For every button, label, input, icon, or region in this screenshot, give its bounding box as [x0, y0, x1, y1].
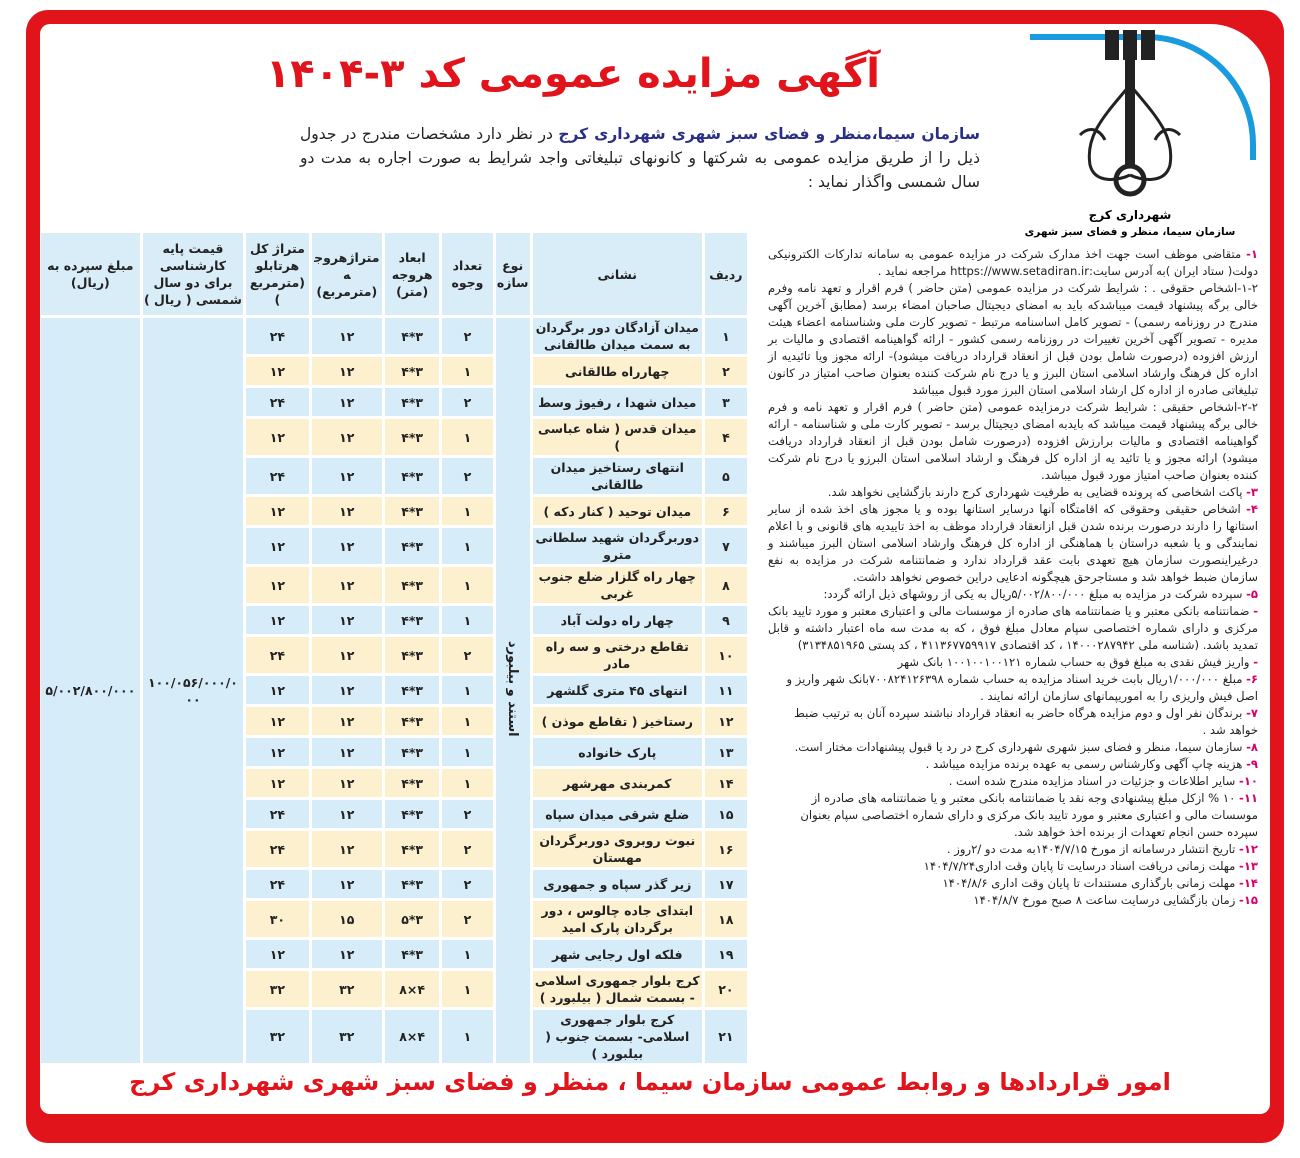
condition-text: سپرده شرکت در مزایده به مبلغ ۵/۰۰۲/۸۰۰/۰۰۰ریال به یکی از روشهای ذیل ارائه گردد: — [823, 587, 1247, 601]
face-area-cell: ۱۲ — [312, 707, 382, 735]
row-number-cell: ۳ — [705, 388, 747, 416]
condition-text: تاریخ انتشار درسامانه از مورخ ۱۴۰۴/۷/۱۵به مدت دو /۲روز . — [946, 842, 1240, 856]
total-area-cell: ۱۲ — [246, 357, 308, 385]
dimensions-cell: ۳*۴ — [385, 388, 439, 416]
face-area-cell: ۱۲ — [312, 940, 382, 968]
column-header: ردیف — [705, 233, 747, 315]
address-cell: زیر گذر سپاه و جمهوری — [533, 870, 702, 898]
address-cell: کمربندی مهرشهر — [533, 769, 702, 797]
column-header: متراژهروجه (مترمربع) — [312, 233, 382, 315]
row-number-cell: ۱۶ — [705, 831, 747, 867]
row-number-cell: ۴ — [705, 419, 747, 455]
structure-type-label: استند و بیلبورد — [505, 640, 521, 737]
address-cell: نبوت روبروی دوربرگردان مهستان — [533, 831, 702, 867]
condition-number: ۱۴- — [1239, 876, 1258, 890]
address-cell: میدان توحید ( کنار دکه ) — [533, 497, 702, 525]
intro-text: در نظر دارد مشخصات مندرج در جدول ذیل را از طریق مزایده عمومی به شرکتها و کانونهای تبلیغاتی واجد شرایط به صورت اجاره به مدت دو سال شمسی واگذار نماید : — [300, 125, 980, 191]
condition-text: اشخاص حقیقی وحقوقی که اقامتگاه آنها درسایر استانها بوده و یا مجوز های اخذ شده از سایر استانها را دارند درصورت برنده شدن قبل ازانعقاد قرارداد موظف به اخذ تاییدیه های قانونی و با اعلام نمایندگی و یا شعبه دراستان با هماهنگی از اداره کل فرهنگ وارشاد اسلامی استان البرز میباشند و درغیراینصورت سازمان هیچ تعهدی بابت عقد قرارداد ندارد و ضمانتنامه شرکت در مزایده به نفع سازمان ضبط خواهد شد و مستاجرحق هیچگونه ادعایی دراین خصوص نخواهد داشت. — [768, 502, 1258, 584]
faces-count-cell: ۱ — [442, 357, 492, 385]
faces-count-cell: ۱ — [442, 940, 492, 968]
condition-item — [768, 773, 1258, 790]
condition-number: ۶- — [1246, 672, 1258, 686]
condition-text: زمان بازگشایی درسایت ساعت ۸ صبح مورخ ۱۴۰۴/۸/۷ — [973, 893, 1240, 907]
row-number-cell: ۱۹ — [705, 940, 747, 968]
condition-number: ۱۳- — [1239, 859, 1258, 873]
faces-count-cell: ۲ — [442, 458, 492, 494]
row-number-cell: ۲۰ — [705, 971, 747, 1007]
face-area-cell: ۱۲ — [312, 800, 382, 828]
faces-count-cell: ۲ — [442, 901, 492, 937]
total-area-cell: ۳۲ — [246, 1010, 308, 1063]
total-area-cell: ۲۴ — [246, 318, 308, 354]
condition-item — [768, 246, 1258, 280]
condition-item — [768, 484, 1258, 501]
face-area-cell: ۱۲ — [312, 528, 382, 564]
address-cell: رستاخیز ( تقاطع موذن ) — [533, 707, 702, 735]
condition-number: ۱۵- — [1239, 893, 1258, 907]
base-price-cell: ۱۰۰/۰۵۶/۰۰۰/۰۰۰ — [143, 318, 244, 1063]
condition-number: ۱۲- — [1239, 842, 1258, 856]
face-area-cell: ۱۲ — [312, 606, 382, 634]
faces-count-cell: ۱ — [442, 497, 492, 525]
condition-item — [768, 705, 1258, 739]
total-area-cell: ۲۴ — [246, 637, 308, 673]
faces-count-cell: ۱ — [442, 567, 492, 603]
face-area-cell: ۱۲ — [312, 318, 382, 354]
face-area-cell: ۱۲ — [312, 738, 382, 766]
intro-paragraph — [300, 122, 980, 194]
face-area-cell: ۱۵ — [312, 901, 382, 937]
condition-item — [768, 280, 1258, 399]
faces-count-cell: ۲ — [442, 831, 492, 867]
condition-text: ۱-۲-اشخاص حقوقی . : شرایط شرکت در مزایده عمومی (متن حاضر ) فرم اقرار و تعهد نامه وفرم خالی برگه پیشنهاد قیمت میباشدکه باید به امضای دیجیتال صاحبان امضاء برسد (مطابق آخرین آگهی مندرج در روزنامه رسمی) - تصویر کامل اساسنامه مرتبط - تصویر کارت ملی وشناسنامه اعضاء هیئت مدیره - تصویر آگهی آخرین تغییرات در روزنامه رسمی کشور - ارائه گواهینامه اقتصادی و مالیات بر ارزش افزوده (درصورت شامل بودن قبل از انعقاد قرارداد دریافت میشود)- ارائه مجوز ویا تائیدیه از اداره کل فرهنگ وارشاد اسلامی استان البرز و یا درج نام شرکت کننده بعنوان صاحب امتیاز در کانون تبلیغاتی صادره از اداره کل ارشاد اسلامی استان البرز مورد قبول میباشد — [768, 281, 1258, 397]
faces-count-cell: ۲ — [442, 800, 492, 828]
address-cell: انتهای ۴۵ متری گلشهر — [533, 676, 702, 704]
conditions-list — [768, 246, 1258, 909]
condition-text: متقاضی موظف است جهت اخذ مدارک شرکت در مزایده عمومی به سامانه تدارکات الکترونیکی دولت( ستاد ایران )به آدرس سایت:https://www.setadiran.ir مراجعه نماید . — [768, 247, 1258, 278]
intro-organization: سازمان سیما،منظر و فضای سبز شهری شهرداری کرج — [558, 125, 981, 143]
address-cell: ضلع شرقی میدان سپاه — [533, 800, 702, 828]
face-area-cell: ۱۲ — [312, 831, 382, 867]
row-number-cell: ۲۱ — [705, 1010, 747, 1063]
condition-item — [768, 756, 1258, 773]
condition-number: ۴- — [1246, 502, 1258, 516]
total-area-cell: ۱۲ — [246, 497, 308, 525]
condition-item — [768, 892, 1258, 909]
face-area-cell: ۱۲ — [312, 637, 382, 673]
condition-text: مهلت زمانی دریافت اسناد درسایت تا پایان وقت اداری۱۴۰۴/۷/۲۴ — [923, 859, 1240, 873]
address-cell: کرج بلوار جمهوری اسلامی - بسمت شمال ( بیلبورد ) — [533, 971, 702, 1007]
address-cell: تقاطع درختی و سه راه مادر — [533, 637, 702, 673]
total-area-cell: ۱۲ — [246, 528, 308, 564]
face-area-cell: ۱۲ — [312, 388, 382, 416]
address-cell: چهار راه دولت آباد — [533, 606, 702, 634]
condition-number: ۳- — [1246, 485, 1258, 499]
condition-number: - — [1253, 604, 1258, 618]
address-cell: فلکه اول رجایی شهر — [533, 940, 702, 968]
condition-number: ۵- — [1246, 587, 1258, 601]
face-area-cell: ۱۲ — [312, 870, 382, 898]
condition-text: ضمانتنامه بانکی معتبر و یا ضمانتنامه های صادره از موسسات مالی و اعتباری معتبر و مورد تایید بانک مرکزی و دارای شماره اختصاصی سپام معادل مبلغ فوق ، که به مدت سه ماه اعتبار داشته و قابل تمدید باشد. (شناسه ملی ۱۴۰۰۰۲۸۷۹۴۲ ، کد اقتصادی ۴۱۱۳۶۷۷۵۹۹۱۷ ، کد پستی ۳۱۳۴۸۵۱۹۶۵) — [768, 604, 1258, 652]
faces-count-cell: ۱ — [442, 707, 492, 735]
table-row — [41, 318, 747, 354]
row-number-cell: ۱۳ — [705, 738, 747, 766]
dimensions-cell: ۳*۴ — [385, 870, 439, 898]
faces-count-cell: ۲ — [442, 637, 492, 673]
auction-items-table — [38, 230, 750, 1066]
condition-item — [768, 858, 1258, 875]
condition-item — [768, 501, 1258, 586]
condition-item — [768, 790, 1258, 841]
column-header: تعداد وجوه — [442, 233, 492, 315]
total-area-cell: ۱۲ — [246, 567, 308, 603]
face-area-cell: ۱۲ — [312, 676, 382, 704]
dimensions-cell: ۳*۴ — [385, 707, 439, 735]
address-cell: دوربرگردان شهید سلطانی مترو — [533, 528, 702, 564]
dimensions-cell: ۳*۴ — [385, 357, 439, 385]
dimensions-cell: ۳*۴ — [385, 940, 439, 968]
condition-item — [768, 671, 1258, 705]
total-area-cell: ۱۲ — [246, 769, 308, 797]
condition-number: ۱۰- — [1239, 774, 1258, 788]
row-number-cell: ۵ — [705, 458, 747, 494]
faces-count-cell: ۱ — [442, 769, 492, 797]
logo-emblem-icon — [1065, 25, 1195, 205]
condition-number: ۸- — [1246, 740, 1258, 754]
row-number-cell: ۸ — [705, 567, 747, 603]
condition-number: ۷- — [1246, 706, 1258, 720]
face-area-cell: ۱۲ — [312, 458, 382, 494]
total-area-cell: ۲۴ — [246, 831, 308, 867]
total-area-cell: ۳۲ — [246, 971, 308, 1007]
faces-count-cell: ۱ — [442, 1010, 492, 1063]
condition-text: مهلت زمانی بارگذاری مستندات تا پایان وقت اداری ۱۴۰۴/۸/۶ — [942, 876, 1240, 890]
total-area-cell: ۲۴ — [246, 800, 308, 828]
condition-text: ۲-۲-اشخاص حقیقی : شرایط شرکت درمزایده عمومی (متن حاضر ) فرم اقرار و تعهد نامه و فرم خالی برگه پیشنهاد قیمت میباشد که بایدبه امضای دیجیتال برسد - تصویر کارت ملی و شناسنامه - ارائه گواهینامه اقتصادی و مالیات برارزش افزوده (درصورت شامل بودن قبل از انعقاد قرارداد دریافت میشود) ارائه مجوز و یا تائید یه از اداره کل فرهنگ و ارشاد اسلامی استان البرزو یا درج نام شرکت کننده بعنوان صاحب امتیاز مورد قبول میباشد. — [768, 400, 1258, 482]
dimensions-cell: ۳*۴ — [385, 528, 439, 564]
dimensions-cell: ۳*۴ — [385, 419, 439, 455]
dimensions-cell: ۳*۴ — [385, 567, 439, 603]
structure-type-cell — [496, 318, 530, 1063]
condition-text: مبلغ ۱/۰۰۰/۰۰۰ریال بابت خرید اسناد مزایده به حساب شماره ۷۰۰۸۲۴۱۲۶۳۹۸بانک شهر واریز و اصل فیش واریزی را به اموریپمانهای سازمان ارائه نمایند . — [786, 672, 1258, 703]
dimensions-cell: ۳*۴ — [385, 769, 439, 797]
address-cell: کرج بلوار جمهوری اسلامی- بسمت جنوب ( بیلبورد ) — [533, 1010, 702, 1063]
column-header: متراژ کل هرتابلو (مترمربع) — [246, 233, 308, 315]
row-number-cell: ۱۲ — [705, 707, 747, 735]
column-header: نوع سازه — [496, 233, 530, 315]
condition-text: سایر اطلاعات و جزئیات در اسناد مزایده مندرج شده است . — [948, 774, 1240, 788]
condition-text: واریز فیش نقدی به مبلغ فوق به حساب شماره ۱۰۰۱۰۰۱۰۰۱۲۱ بانک شهر — [897, 655, 1254, 669]
condition-item — [768, 399, 1258, 484]
faces-count-cell: ۱ — [442, 971, 492, 1007]
row-number-cell: ۷ — [705, 528, 747, 564]
condition-text: پاکت اشخاصی که پرونده قضایی به طرفیت شهرداری کرج دارند بازگشایی نخواهد شد. — [827, 485, 1247, 499]
karaj-municipality-logo — [1010, 25, 1250, 240]
dimensions-cell: ۴×۸ — [385, 971, 439, 1007]
row-number-cell: ۱۸ — [705, 901, 747, 937]
dimensions-cell: ۳*۴ — [385, 676, 439, 704]
total-area-cell: ۲۴ — [246, 870, 308, 898]
total-area-cell: ۱۲ — [246, 940, 308, 968]
row-number-cell: ۱۷ — [705, 870, 747, 898]
row-number-cell: ۹ — [705, 606, 747, 634]
faces-count-cell: ۲ — [442, 870, 492, 898]
condition-text: هزینه چاپ آگهی وکارشناس رسمی به عهده برنده مزایده میباشد . — [925, 757, 1247, 771]
total-area-cell: ۲۴ — [246, 388, 308, 416]
condition-number: ۱۱- — [1239, 791, 1258, 805]
faces-count-cell: ۱ — [442, 419, 492, 455]
deposit-cell: ۵/۰۰۲/۸۰۰/۰۰۰ — [41, 318, 140, 1063]
address-cell: میدان آزادگان دور برگردان به سمت میدان طالقانی — [533, 318, 702, 354]
dimensions-cell: ۳*۴ — [385, 800, 439, 828]
dimensions-cell: ۳*۴ — [385, 637, 439, 673]
dimensions-cell: ۳*۴ — [385, 831, 439, 867]
page-title: آگهی مزایده عمومی کد ۳-۱۴۰۴ — [265, 51, 880, 97]
faces-count-cell: ۱ — [442, 676, 492, 704]
address-cell: انتهای رستاخیز میدان طالقانی — [533, 458, 702, 494]
faces-count-cell: ۱ — [442, 738, 492, 766]
column-header: ابعاد هروجه (متر) — [385, 233, 439, 315]
face-area-cell: ۳۲ — [312, 971, 382, 1007]
face-area-cell: ۱۲ — [312, 357, 382, 385]
dimensions-cell: ۳*۴ — [385, 318, 439, 354]
condition-item — [768, 603, 1258, 654]
row-number-cell: ۱۵ — [705, 800, 747, 828]
table-header-row — [41, 233, 747, 315]
total-area-cell: ۲۴ — [246, 458, 308, 494]
address-cell: میدان شهدا ، رفیوژ وسط — [533, 388, 702, 416]
total-area-cell: ۱۲ — [246, 606, 308, 634]
condition-text: برندگان نفر اول و دوم مزایده هرگاه حاضر به انعقاد قرارداد نباشند سپرده آنان به ترتیب ضبط خواهد شد . — [794, 706, 1258, 737]
dimensions-cell: ۳*۵ — [385, 901, 439, 937]
face-area-cell: ۱۲ — [312, 769, 382, 797]
row-number-cell: ۱۴ — [705, 769, 747, 797]
condition-number: - — [1253, 655, 1258, 669]
condition-number: ۹- — [1246, 757, 1258, 771]
row-number-cell: ۲ — [705, 357, 747, 385]
address-cell: میدان قدس ( شاه عباسی ) — [533, 419, 702, 455]
faces-count-cell: ۲ — [442, 388, 492, 416]
row-number-cell: ۱۰ — [705, 637, 747, 673]
condition-item — [768, 654, 1258, 671]
total-area-cell: ۱۲ — [246, 676, 308, 704]
logo-caption-organization: سازمان سیما، منظر و فضای سبز شهری — [1024, 226, 1236, 238]
footer-text: امور قراردادها و روابط عمومی سازمان سیما ، منظر و فضای سبز شهری شهرداری کرج — [129, 1068, 1171, 1096]
logo-caption-municipality: شهرداری کرج — [1088, 208, 1172, 222]
column-header: مبلغ سپرده به (ریال) — [41, 233, 140, 315]
total-area-cell: ۳۰ — [246, 901, 308, 937]
faces-count-cell: ۲ — [442, 318, 492, 354]
condition-text: ۱۰ % ازکل مبلغ پیشنهادی وجه نقد یا ضمانتنامه بانکی معتبر و یا ضمانتنامه های صادره از موسسات مالی و اعتباری معتبر و مورد تایید بانک مرکزی و دارای شماره اختصاصی سپام بعنوان سپرده حسن انجام تعهدات از برنده اخذ خواهد شد. — [800, 791, 1258, 839]
total-area-cell: ۱۲ — [246, 707, 308, 735]
dimensions-cell: ۳*۴ — [385, 606, 439, 634]
address-cell: چهارراه طالقانی — [533, 357, 702, 385]
total-area-cell: ۱۲ — [246, 419, 308, 455]
condition-item — [768, 841, 1258, 858]
address-cell: پارک خانواده — [533, 738, 702, 766]
row-number-cell: ۱ — [705, 318, 747, 354]
condition-item — [768, 586, 1258, 603]
row-number-cell: ۱۱ — [705, 676, 747, 704]
condition-number: ۱- — [1246, 247, 1258, 261]
address-cell: ابتدای جاده چالوس ، دور برگردان پارک امید — [533, 901, 702, 937]
condition-item — [768, 875, 1258, 892]
dimensions-cell: ۳*۴ — [385, 497, 439, 525]
dimensions-cell: ۴×۸ — [385, 1010, 439, 1063]
row-number-cell: ۶ — [705, 497, 747, 525]
condition-item — [768, 739, 1258, 756]
dimensions-cell: ۳*۴ — [385, 458, 439, 494]
address-cell: چهار راه گلزار ضلع جنوب غربی — [533, 567, 702, 603]
face-area-cell: ۳۲ — [312, 1010, 382, 1063]
face-area-cell: ۱۲ — [312, 497, 382, 525]
faces-count-cell: ۱ — [442, 606, 492, 634]
condition-text: سازمان سیما، منظر و فضای سبز شهری شهرداری کرج در رد یا قبول پیشنهادات مختار است. — [794, 740, 1247, 754]
column-header: قیمت پایه کارشناسی برای دو سال شمسی ( ریال ) — [143, 233, 244, 315]
face-area-cell: ۱۲ — [312, 419, 382, 455]
total-area-cell: ۱۲ — [246, 738, 308, 766]
column-header: نشانی — [533, 233, 702, 315]
faces-count-cell: ۱ — [442, 528, 492, 564]
face-area-cell: ۱۲ — [312, 567, 382, 603]
dimensions-cell: ۳*۴ — [385, 738, 439, 766]
